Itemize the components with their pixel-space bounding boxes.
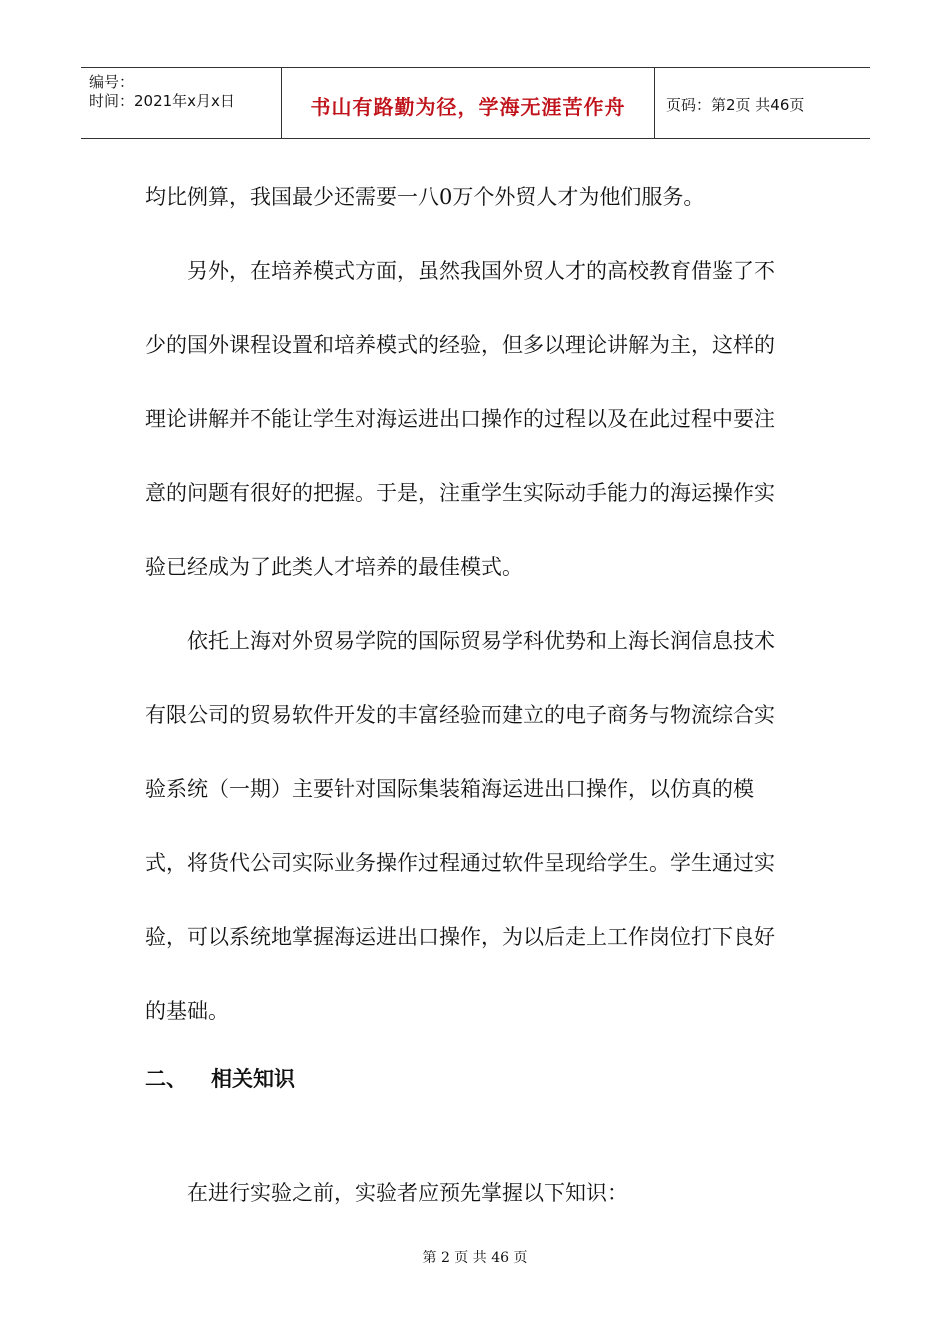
section-heading bbox=[145, 1063, 295, 1093]
paragraph-training-model: 另外，在培养模式方面，虽然我国外贸人才的高校教育借鉴了不少的国外课程设置和培养模式的经验，但多以理论讲解为主，这样的理论讲解并不能让学生对海运进出口操作的过程以及在此过程中要注意的问题有很好的把握。于是，注重学生实际动手能力的海运操作实验已经成为了此类人才培养的最佳模式。 bbox=[145, 259, 775, 579]
page-footer: 第 2 页 共 46 页 bbox=[422, 1250, 528, 1266]
header-motto: 书山有路勤为径，学海无涯苦作舟 bbox=[310, 95, 626, 119]
page-header bbox=[81, 67, 870, 139]
header-page-info: 页码：第2页 共46页 bbox=[666, 96, 805, 114]
document-date-label: 时间：2021年x月x日 bbox=[89, 92, 235, 110]
body-text bbox=[145, 160, 795, 1048]
section-title: 相关知识 bbox=[211, 1067, 295, 1091]
paragraph-prerequisites: 在进行实验之前，实验者应预先掌握以下知识： bbox=[187, 1181, 628, 1205]
header-page-cell bbox=[655, 68, 870, 138]
header-meta-cell bbox=[81, 68, 282, 138]
paragraph-experiment-system: 依托上海对外贸易学院的国际贸易学科优势和上海长润信息技术有限公司的贸易软件开发的丰富经验而建立的电子商务与物流综合实验系统（一期）主要针对国际集装箱海运进出口操作，以仿真的模式，将货代公司实际业务操作过程通过软件呈现给学生。学生通过实验，可以系统地掌握海运进出口操作，为以后走上工作岗位打下良好的基础。 bbox=[145, 629, 775, 1023]
paragraph-continuation: 均比例算，我国最少还需要一八0万个外贸人才为他们服务。 bbox=[145, 185, 705, 209]
document-code-label: 编号： bbox=[89, 73, 135, 91]
header-motto-cell bbox=[282, 68, 655, 138]
section-number: 二、 bbox=[145, 1067, 187, 1091]
